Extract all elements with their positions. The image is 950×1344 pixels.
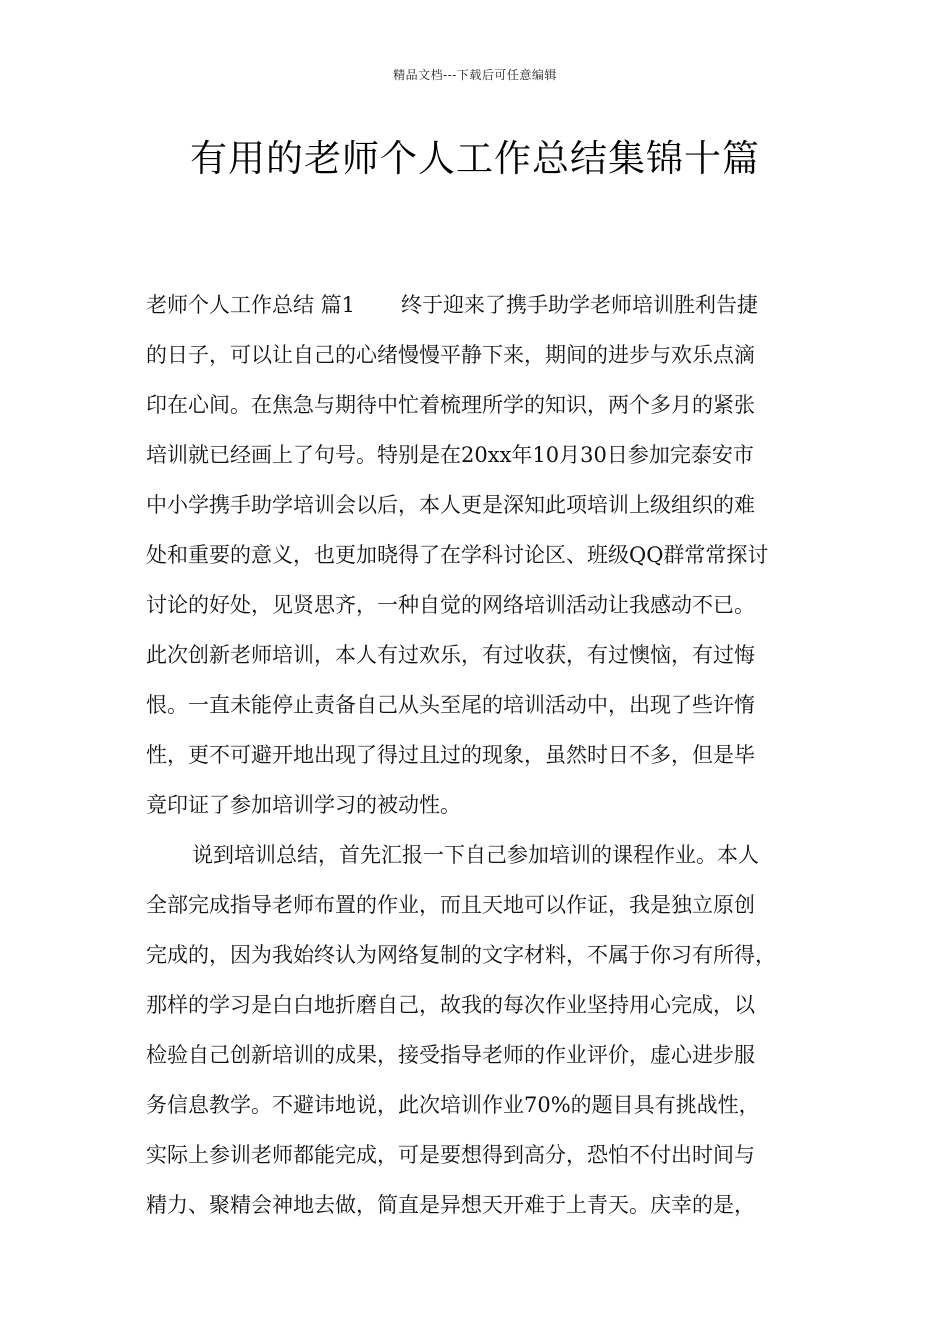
header-note: 精品文档---下载后可任意编辑	[393, 68, 557, 82]
paragraph-1-line: 此次创新老师培训，本人有过欢乐，有过收获，有过懊恼，有过悔	[146, 643, 755, 667]
paragraph-1-line: 的日子，可以让自己的心绪慢慢平静下来，期间的进步与欢乐点滴	[146, 343, 755, 367]
paragraph-2-line: 检验自己创新培训的成果，接受指导老师的作业评价，虚心进步服	[146, 1043, 755, 1067]
paragraph-2-line: 全部完成指导老师布置的作业，而且天地可以作证，我是独立原创	[146, 893, 755, 917]
paragraph-1-line: 竟印证了参加培训学习的被动性。	[146, 793, 461, 817]
paragraph-1-line: 印在心间。在焦急与期待中忙着梳理所学的知识，两个多月的紧张	[146, 393, 755, 417]
paragraph-1-line: 性，更不可避开地出现了得过且过的现象，虽然时日不多，但是毕	[146, 743, 755, 767]
paragraph-2-line: 实际上参训老师都能完成，可是要想得到高分，恐怕不付出时间与	[146, 1143, 755, 1167]
paragraph-2-line: 完成的，因为我始终认为网络复制的文字材料，不属于你习有所得，	[146, 943, 776, 967]
document-title: 有用的老师个人工作总结集锦十篇	[190, 137, 760, 180]
paragraph-1-line: 培训就已经画上了句号。特别是在20xx年10月30日参加完泰安市	[146, 443, 754, 467]
paragraph-1-line: 讨论的好处，见贤思齐，一种自觉的网络培训活动让我感动不已。	[146, 593, 755, 617]
paragraph-1-line: 恨。一直未能停止责备自己从头至尾的培训活动中，出现了些许惰	[146, 693, 755, 717]
paragraph-1-text: 终于迎来了携手助学老师培训胜利告捷	[401, 293, 759, 317]
paragraph-1-line: 中小学携手助学培训会以后，本人更是深知此项培训上级组织的难	[146, 493, 755, 517]
paragraph-2-line-1: 说到培训总结，首先汇报一下自己参加培训的课程作业。本人	[192, 843, 759, 867]
paragraph-2-line: 务信息教学。不避讳地说，此次培训作业70%的题目具有挑战性，	[146, 1093, 760, 1117]
section-heading: 老师个人工作总结 篇1	[146, 293, 356, 317]
paragraph-2-line: 那样的学习是白白地折磨自己，故我的每次作业坚持用心完成，以	[146, 993, 755, 1017]
document-body	[146, 280, 822, 1230]
paragraph-1-line-1	[146, 280, 822, 330]
paragraph-1-line: 处和重要的意义，也更加晓得了在学科讨论区、班级QQ群常常探讨	[146, 543, 769, 567]
paragraph-2-line: 精力、聚精会神地去做，简直是异想天开难于上青天。庆幸的是，	[146, 1193, 755, 1217]
